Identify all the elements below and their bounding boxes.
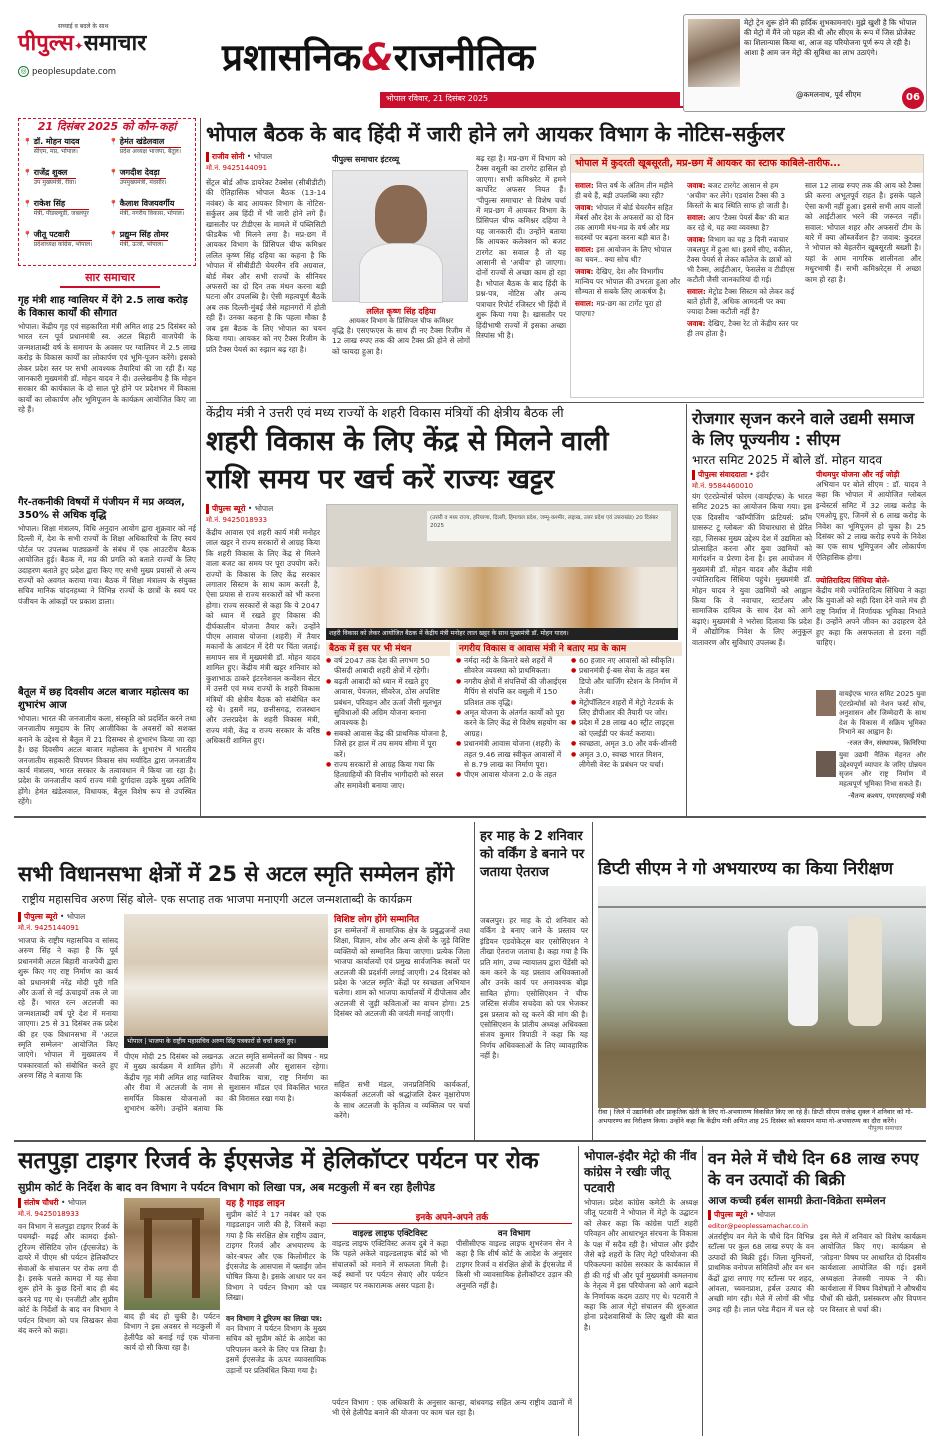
atal-headline: सभी विधानसभा क्षेत्रों में 25 से अटल स्मृति सम्मेलन होंगे — [18, 862, 455, 886]
section-title-a: प्रशासनिक — [222, 36, 362, 79]
who-where-person — [109, 136, 191, 165]
divider — [578, 1146, 579, 1436]
tark-b — [456, 1228, 572, 1396]
saar-item — [18, 686, 196, 886]
qa-item — [687, 181, 799, 211]
qa-text: मेट्रोड टैक्स सिस्टम को लेकर कई बातें होती हैं, अधिक आमदनी पर क्या ज्यादा टैक्स कटौती नहीं है? — [687, 287, 795, 316]
shade-net-bar — [598, 906, 926, 908]
location-pin-icon: 📍 — [109, 169, 118, 177]
tark-b-body: पीसीसीएफ वाइल्ड लाइफ शुभरंजन सेन ने कहा है कि शीर्ष कोर्ट के आदेश के अनुसार टाइगर रिजर्व व संरक्षित क्षेत्रों के ईएसजेड में किसी भी व्यावसायिक हेलीकॉप्टर उड़ान की अनुमति नहीं है। — [456, 1239, 572, 1290]
cm-sub: भारत समिट 2025 में बोले डॉ. मोहन यादव — [692, 453, 883, 467]
dycm-person-2 — [848, 916, 882, 1026]
gate-post-left — [144, 1218, 152, 1298]
satpura-mobile: मो.नं. 9425018933 — [18, 1210, 80, 1218]
bullet-item: ● नगरीय क्षेत्रों में संपत्तियों की जीआईएस मैपिंग से संपत्ति कर वसूली में 150 प्रतिशत तक वृद्धि। — [456, 677, 567, 708]
bullet-item: ● बढ़ती आबादी को ध्यान में रखते हुए आवास, पेयजल, सीवरेज, ठोस अपशिष्ट प्रबंधन, परिवहन और ऊर्जा जैसी मूलभूत सुविधाओं की अग्रिम योजना बनाना आवश्यक है। — [326, 677, 450, 729]
dycm-caption: रीवा | जिले में उद्यानिकी और प्राकृतिक खेती के लिए गो-अभयारण्य विकसित किए जा रहे हैं। डिप्टी सीएम राजेन्द्र शुक्ल ने शनिवार को गो-अभयारण्य का निरीक्षण किया। उन्होंने कहा कि केंद्रीय मंत्री अमित शाह 25 दिसंबर को बसामन मामा गो-अभयारण्य का दौरा करेंगे। — [598, 1108, 913, 1125]
person-role: उपमुख्यमंत्री, मंदसौर। — [119, 179, 167, 186]
person-role: मंत्री, ऊर्जा, भोपाल। — [119, 241, 164, 248]
urban-people — [327, 567, 677, 637]
person-name: कैलाश विजयवर्गीय — [120, 198, 184, 210]
person-role: प्रदेश अध्यक्ष भाजपा, बैतूल। — [119, 148, 182, 155]
urban-headline-2: राशि समय पर खर्च करें राज्यः खट्टर — [206, 464, 555, 495]
saar-title: सार समाचार — [60, 270, 160, 288]
qa-box — [570, 154, 924, 398]
location-pin-icon: 📍 — [23, 200, 32, 208]
dycm-photo — [598, 886, 926, 1108]
cm-quote-2: युवा उद्यमी नैतिक मेहनत और उद्देश्यपूर्ण व्यापार के जरिए ग्रोन्नयन सृजन और राष्ट्र निर्माण में महत्वपूर्ण भूमिका निभा सकते हैं। — [839, 751, 926, 788]
person-name: जगदीश देवड़ा — [120, 167, 167, 179]
location-pin-icon: 📍 — [109, 200, 118, 208]
logo-right: समाचार — [83, 31, 147, 56]
portrait-shirt — [359, 243, 443, 303]
cm-headline: रोजगार सृजन करने वाले उद्यमी समाज के लिए पूज्यनीय : सीएम — [692, 409, 915, 449]
interview-tag: पीपुल्स समाचार इंटरव्यू — [332, 155, 400, 164]
van-sub: आज कच्ची हर्बल सामग्री क्रेता-विक्रेता सम्मेलन — [708, 1195, 886, 1207]
cm-mobile: मो.नं. 9584460010 — [692, 482, 754, 490]
person-name: डॉ. मोहन यादव — [33, 137, 80, 146]
urban-body-1: केंद्रीय आवास एवं शहरी कार्य मंत्री मनोहर लाल खट्टर ने राज्य सरकारों से आग्रह किया कि शहरी विकास के लिए केंद्र से मिलने वाला बजट का समय पर पूरा उपयोग करें। राज्यों के विकास के लिए केंद्र सरकार लगातार सिस्टम के साथ काम करती है, ऐसा प्रयास से राज्य सरकारों को भी करना होगा। राज्य सरकारों से कहा कि ये 2047 को ध्यान में रखते हुए विकास की दीर्घकालीन योजना तैयार करें। उन्होंने पीएम आवास योजना (शहरी) में तैयार मकानों के आवंटन में देरी पर चिंता जताई। समापन सत्र में मुख्यमंत्री डॉ. मोहन यादव शामिल हुए। केंद्रीय मंत्री खट्टर शनिवार को कुशाभाऊ ठाकरे इंटरनेशनल कन्वेंशन सेंटर में उत्तरी एवं मध्य राज्यों के शहरी विकास मंत्रियों की क्षेत्रीय बैठक को संबोधित कर रहे थे। इसमें मप्र, छत्तीसगढ़, राजस्थान और उत्तरप्रदेश के शहरी विकास मंत्री, राज्य मंत्री, केंद्र व राज्य सरकार के वरिष्ठ अधिकारी शामिल हुए। — [206, 528, 320, 746]
person-role: सीएम, मप्र, भोपाल। — [33, 148, 78, 155]
qa-item — [687, 287, 799, 317]
bullet-item: ● अमृत 3.0, स्वच्छ भारत मिशन, लीगेसी वेस्ट के प्रबंधन पर चर्चा। — [571, 750, 682, 771]
qa-text: मप्र-छग का टार्गेट पूरा हो पाएगा? — [575, 299, 662, 318]
tark-a-body: वाइल्ड लाइफ एक्टिविस्ट अजय दुबे ने कहा कि पहले अकेले वाइल्डलाइफ बोर्ड को भी संचालकों को मनाने में सफलता मिली है। कई स्थानों पर पर्यटन सेवाएं और पर्यटन व्यवहार पर नकारात्मक असर पड़ता है। — [332, 1239, 448, 1290]
qa-list-2 — [687, 181, 799, 395]
bullet-item: ● वर्ष 2047 तक देश की लगभग 50 फीसदी आबादी शहरी क्षेत्रों में रहेगी। — [326, 656, 450, 677]
urban-mobile: मो.नं. 9425018933 — [206, 516, 268, 524]
urban-byline: पीपुल्स ब्यूरो • भोपाल — [206, 504, 316, 514]
qa-label: जवाब: — [687, 181, 708, 190]
qa-item — [687, 235, 799, 285]
bullet-item: ● नर्मदा नदी के किनारे बसे शहरों में सीवरेज व्यवस्था को प्राथमिकता। — [456, 656, 567, 677]
who-where-person — [109, 167, 191, 196]
location-pin-icon: 📍 — [23, 231, 32, 239]
quote-text: मेट्रो ट्रेन शुरू होने की हार्दिक शुभकामनाएं। मुझे खुशी है कि भोपाल की मेट्रो में मैंने जो पहल की थी और सीएम के रूप में जिस प्रोजेक्ट का शिलान्यास किया था, आज वह परियोजना पूर्ण रूप ले रही है। आशा है आम जन मेट्रो की सुविधा का लाभ उठाएंगे। — [744, 18, 917, 57]
satpura-headline: सतपुड़ा टाइगर रिजर्व के ईएसजेड में हेलिकॉप्टर पर्यटन पर रोक — [18, 1148, 539, 1174]
satpura-photo-caption: बाद ही बंद हो चुकी है। पर्यटन विभाग ने इस अवसर से मटकुली में हेलीपैड को बनाई गई एक योजना कार्य दो सौ किया रहा है। — [124, 1312, 220, 1353]
masthead-logo[interactable] — [18, 22, 218, 98]
who-where-person — [23, 198, 105, 227]
top-story-byline: राजीव सोनी • भोपाल — [206, 152, 322, 162]
bullet-item: ● सबको आवास केंद्र की प्राथमिक योजना है, जिसे हर हाल में तय समय सीमा में पूरा करें। — [326, 729, 450, 760]
satpura-guideline — [226, 1198, 326, 1432]
urban-box2-title: नगरीय विकास व आवास मंत्री ने बताए मप्र के काम — [456, 642, 682, 656]
urban-box-1 — [326, 642, 450, 810]
cm-quote-1: वायईएफ भारत समिट 2025 युवा एंटरप्रेन्योर्स को नेशन फर्स्ट सोच, अनुशासन और जिम्मेदारी के साथ देश के विकास में सक्रिय भूमिका निभाने का आह्वान है। — [839, 690, 926, 736]
qa-item — [687, 213, 799, 233]
top-story-headline: भोपाल बैठक के बाद हिंदी में जारी होने लगे आयकर विभाग के नोटिस-सर्कुलर — [206, 122, 785, 146]
person-name: हेमंत खंडेलवाल — [120, 136, 181, 148]
person-role: उप मुख्यमंत्री, रीवा। — [33, 179, 77, 186]
cm-side-body-2: केंद्रीय मंत्री ज्योतिरादित्य सिंधिया ने कहा कि युवाओं को सही दिशा देने वाले मंच ही राष्ट्र निर्माण में निर्णायक भूमिका निभाते हैं। उन्होंने अपने जीवन का उदाहरण देते हुए कहा कि असफलता से डरना नहीं चाहिए। — [816, 586, 926, 648]
qa-label: जवाब: — [687, 319, 708, 328]
divider — [14, 1140, 926, 1142]
top-story-body-2: बढ़ रहा है। मप्र-छग में विभाग को टैक्स वसूली का टारगेट हासिल हो जाएगा। सभी कमिश्नरेट में हमने कार्पोरेट अफसर नियत हैं। 'पीपुल्स समाचार' से विशेष चर्चा में मप्र-छग में आयकर विभाग के प्रिंसिपल चीफ कमिश्नर दहिया ने यह जानकारी दी। उन्होंने बताया कि आयकर कलेक्शन को बजट टारगेट का सवाल है तो यह आसानी से 'अचीव' हो जाएगा। दोनों राज्यों से अच्छा काम हो रहा है। भोपाल बैठक के बाद हिंदी के प्रश्न-पत्र, नोटिस और अन्य पत्राचार रिपोर्ट रजिस्टर भी हिंदी में शुरू किया गया है। खासतौर पर हिंदीभाषी राज्यों में इसका अच्छा रिस्पांस भी है। — [476, 154, 566, 340]
qa-label: सवाल: — [687, 287, 709, 296]
website-link[interactable]: peoplesupdate.com — [32, 66, 117, 77]
who-where-person — [23, 167, 105, 196]
atal-kicker: राष्ट्रीय महासचिव अरुण सिंह बोले- एक सप्ताह तक भाजपा मनाएगी अटल जन्मशताब्दी के कार्यक्रम — [22, 893, 413, 906]
who-where-person — [23, 229, 105, 258]
cm-side-title-2: ज्योतिरादित्य सिंधिया बोले- — [816, 576, 890, 585]
location-pin-icon: 📍 — [109, 138, 118, 146]
saar-list — [18, 294, 196, 890]
qa-label: जवाब: — [575, 267, 596, 276]
metro-headline: भोपाल-इंदौर मेट्रो की नींव कांग्रेस ने रखीः जीतू पटवारी — [584, 1149, 697, 1195]
cm-quote-2-by: -चैतन्य कश्यप, एमएसएमई मंत्री — [847, 792, 926, 800]
van-headline: वन मेले में चौथे दिन 68 लाख रुपए के वन उत्पादों की बिक्री — [708, 1149, 919, 1189]
urban-box-2 — [456, 642, 682, 810]
qa-text: भोपाल में बोर्ड चेयरमैन सहित मेंबर्स और देश के अफसरों का दो दिन तक आगमी मंथ-मप्र के वर्ष और मप्र सदस्यों पर बढ़ना करना बड़ी बात है। — [575, 203, 674, 242]
satpura-sub-body2: वन विभाग ने पर्यटन विभाग के मुख्य सचिव को सुप्रीम कोर्ट के आदेश का परिपालन करने के लिए पत्र लिखा है। इसमें ईएसजेड के ऊपर व्यावसायिक उड़ानों पर प्रतिबंधित किया गया है। — [226, 1324, 326, 1375]
location-pin-icon: 📍 — [109, 231, 118, 239]
qa-text: इस आयोजन के लिए भोपाल का चयन.. क्या सोच थी? — [575, 245, 672, 264]
bullet-item: ● प्रदेश में 28 लाख 40 स्ट्रीट लाइट्स को एलईडी पर कंवर्ट कराया। — [571, 718, 682, 739]
urban-banner: (उत्तरी व मध्य राज्य, हरियाणा, दिल्ली, हिमाचल प्रदेश, जम्मू-कश्मीर, लद्दाख, उत्तर प्रदेश एवं उत्तराखंड) 20 दिसंबर 2025 — [427, 511, 671, 541]
urban-kicker: केंद्रीय मंत्री ने उत्तरी एवं मध्य राज्यों के शहरी विकास मंत्रियों की क्षेत्रीय बैठक ली — [206, 405, 564, 420]
qa-title: भोपाल में कुदरती खूबसूरती, मप्र-छग में आयकर का स्टाफ काबिले-तारीफ... — [571, 155, 923, 173]
quote2-photo — [816, 751, 836, 777]
divider — [206, 402, 924, 403]
atal-photo — [124, 914, 328, 1036]
qa-text: आप 'टैक्स पेयर्स बैंक' की बात कर रहे थे, यह क्या व्यवस्था है? — [687, 213, 789, 232]
gate-post-right — [192, 1218, 200, 1298]
bullet-item: ● प्रधानमंत्री आवास योजना (शहरी) के तहत 9.46 लाख स्वीकृत आवासों में से 8.79 लाख का निर्माण पूरा। — [456, 739, 567, 770]
divider — [702, 1146, 703, 1436]
bullet-item: ● स्वच्छता, अमृत 3.0 और वर्क-शीनरी — [571, 739, 682, 749]
saar-item-head: बैतूल में छह दिवसीय अटल बाजार महोत्सव का शुभारंभ आज — [18, 687, 189, 711]
saar-item-body: भोपाल। भारत की जनजातीय कला, संस्कृति को प्रदर्शित करने तथा जनजातीय समुदाय के लिए आजीविका के अवसरों को सशक्त बनाने के उद्देश्य से बैतूल में 21 दिसम्बर से शुभारंभ किया जा रहा है। छह दिवसीय अटल बाजार महोत्सव के शुभारंभ में भारतीय जनजातीय सहकारी विपणन विकास संघ मर्यादित द्वारा जनजातीय कार्य मंत्रालय, भारत सरकार के तत्वावधान में किया जा रहा है। प्रदेश के जनजातीय कार्य राज्य मंत्री दुर्गादास उइके मुख्य अतिथि होंगे। हेमंत खंडेलवाल, विधायक, बैतूल विशेष रूप से उपस्थित रहेंगे। — [18, 714, 196, 807]
location-pin-icon: 📍 — [23, 169, 32, 177]
person-name: राकेश सिंह — [34, 198, 89, 210]
van-body: अंतर्राष्ट्रीय वन मेले के चौथे दिन विभिन्न स्टॉल्स पर कुल 68 लाख रुपए के वन उत्पादों की बिक्री हुई। जिला यूनियनों, प्राथमिक वनोपज समितियों और वन धन केंद्रों द्वारा लगाए गए स्टॉल्स पर शहद, आंवला, च्यवनप्राश, हर्बल उत्पाद की अच्छी मांग रही। मेले में लोगों की भीड़ उमड़ रही है। लाल परेड मैदान में चल रहे इस मेले में शनिवार को विशेष कार्यक्रम आयोजित किए गए। कार्यक्रम से 'जोड़ना' विषय पर आधारित दो दिवसीय कार्यशाला आयोजित की गई। इसमें अध्यक्षता तेजस्वी नायक ने की। कार्यशाला में विषय विशेषज्ञों ने औषधीय पौधों की खेती, प्रसंस्करण और विपणन पर विस्तार से चर्चा की। — [708, 1232, 926, 1314]
atal-sub-title: विशिष्ट लोग होंगे सम्मानित — [334, 915, 420, 925]
satpura-bottom: पर्यटन विभाग : एक अधिकारी के अनुसार कान्हा, बांधवगढ़ सहित अन्य राष्ट्रीय उद्यानों में भी ऐसे हेलीपैड बनाने की योजना पर काम चल रहा है। — [332, 1398, 572, 1418]
dycm-person — [788, 926, 818, 1026]
cm-side — [816, 470, 926, 810]
atal-sub — [334, 914, 470, 1136]
who-where-person — [109, 229, 191, 258]
atal-body: भाजपा के राष्ट्रीय महासचिव व सांसद अरुण सिंह ने कहा है कि पूर्व प्रधानमंत्री अटल बिहारी वाजपेयी द्वारा शुरू किए गए राष्ट्र निर्माण का कार्य को प्रधानमंत्री नरेंद्र मोदी पूरी गति और ऊर्जा से नई ऊंचाइयों तक ले जा रहे हैं। भारत रत्न अटलजी का जन्मशताब्दी वर्ष पूरे देश में मनाया जाएगा। 25 से 31 दिसंबर तक प्रदेश की हर एक विधानसभा में 'अटल स्मृति सम्मेलन' आयोजित किए जाएंगे। भोपाल में मुख्यालय में पत्रकारवार्ता को संबोधित करते हुए अरुण सिंह ने बताया कि — [18, 936, 118, 1081]
top-story-body-cont: वृद्धि है। एसएफएस के साथ ही नए टैक्स रिजीम में 12 लाख रुपए तक की आय टैक्स फ्री होने से लोगों को फायदा हुआ है। — [332, 326, 470, 356]
qa-text: देखिए, देश और विभागीय मान्विय पर भोपाल की उभरता हुआ और सौम्यता से सबके लिए आकर्षण है। — [575, 267, 681, 296]
person-role: प्रदेशाध्यक्ष कांग्रेस, भोपाल। — [33, 241, 93, 248]
qa-item — [575, 181, 681, 201]
qa-label: सवाल: — [575, 181, 597, 190]
dateline-bar — [380, 92, 680, 106]
logo-star-icon: ✦ — [73, 39, 84, 53]
top-story-mobile: मो.नं. 9425144091 — [206, 164, 268, 172]
who-where-grid — [19, 135, 195, 259]
urban-headline-1: शहरी विकास के लिए केंद्र से मिलने वाली — [206, 426, 609, 457]
masthead-tagline: सच्चाई व बदले के साथ — [58, 23, 109, 30]
qa-text: देखिए, टैक्स रेट तो केंद्रीय स्तर पर ही तय होता है। — [687, 319, 798, 338]
bullet-item: ● अमृत योजना के अंतर्गत कार्यों को पूरा करने के लिए केंद्र से विशेष सहयोग का आग्रह। — [456, 708, 567, 739]
bullet-item: ● पीएम आवास योजना 2.0 के तहत — [456, 770, 567, 780]
atal-mobile: मो.नं. 9425144091 — [18, 924, 80, 932]
urban-box1-title: बैठक में इस पर भी मंथन — [326, 642, 450, 656]
saar-item — [18, 294, 196, 490]
who-where-person — [109, 198, 191, 227]
interview-photo — [332, 170, 468, 302]
top-story-body: सेंट्रल बोर्ड ऑफ डायरेक्ट टैक्सेस (सीबीडीटी) की ऐतिहासिक भोपाल बैठक (13-14 नवंबर) के बाद आयकर विभाग के नोटिस-सर्कुलर अब हिंदी में भी जारी होने लगे हैं। खासतौर पर टीडीएस के मामले में पब्लिसिटी फीडबैक भी मिलने लगा है। मप्र-छग में आयकर विभाग के प्रिंसिपल चीफ कमिश्नर ललित कृष्ण सिंह दहिया का कहना है कि भोपाल में सीबीडीटी चेयरमैन रवि अग्रवाल, बोर्ड मेंबर और सभी राज्यों के सीनियर अफसरों का दो दिन तक मंथन करना बड़ी घटना और उपलब्धि है। ऐसी महत्वपूर्ण बैठकें अब तक दिल्ली-मुंबई जैसे महानगरों में होती रही हैं। उनका कहना है कि पहला मौका है जब इस बैठक के लिए भोपाल का चयन किया गया। आयकर को नए टैक्स रिजीम के प्रति टैक्स पेयर्स का रुझान बढ़ रहा है। — [206, 178, 326, 354]
qa-item — [575, 267, 681, 297]
tark-a — [332, 1228, 448, 1396]
saar-item-head: गैर-तकनीकी विषयों में पंजीयन में मप्र अव्वल, 350% से अधिक वृद्धि — [18, 497, 185, 521]
qa-label: जवाब: — [575, 203, 596, 212]
saar-item-head: गृह मंत्री शाह ग्वालियर में देंगे 2.5 लाख करोड़ के विकास कार्यों की सौगात — [18, 295, 188, 319]
photo-caption-name: ललित कृष्ण सिंह दहिया — [366, 307, 436, 316]
satpura-sub-title: यह है गाइड लाइन — [226, 1199, 285, 1209]
section-title-b: राजनीतिक — [393, 36, 536, 79]
tark-b-title: वन विभाग — [497, 1229, 531, 1239]
photo-caption-role: आयकर विभाग के प्रिंसिपल चीफ कमिश्नर — [348, 317, 454, 325]
urban-photo-caption: शहरी विकास को लेकर आयोजित बैठक में केंद्रीय मंत्री मनोहर लाल खट्टर के साथ मुख्यमंत्री डॉ. मोहन यादव। — [326, 628, 678, 640]
cm-quote-1-by: -रजत जैन, संस्थापक, किनिरिया — [847, 739, 926, 747]
saturday-body: जबलपुर। हर माह के दो शनिवार को वर्किंग डे बनाए जाने के प्रस्ताव पर इंडियन एडवोकेट्स बार एसोसिएशन ने तीखा ऐतराज जताया है। कहा गया है कि प्रति मांग, उच्च न्यायालय द्वारा पेंडेंसी को कम करने के यह प्रस्ताव अधिवक्ताओं और उनके कार्य पर अनावश्यक बोझ साबित होगा। एसोसिएशन ने चीफ जस्टिस संजीव सचदेवा को पत्र भेजकर इस प्रस्ताव को रद्द करने की मांग की है। एसोसिएशन के प्रांतीय अध्यक्ष अधिवक्ता संजय कुमार त्रिपाठी ने कहा कि यह निर्णय अधिवक्ताओं के लिए व्यावहारिक नहीं है। — [480, 916, 588, 1061]
satpura-byline: संतोष चौधरी • भोपाल — [18, 1198, 118, 1208]
satpura-body: वन विभाग ने सतपुड़ा टाइगर रिजर्व के पचमढ़ी- मढ़ई और कामदा ईको-टूरिज्म सेंसिटिव ज़ोन (ईएसजेड) के दायरे में पीएम श्री पर्यटन हेलिकॉप्टर सेवाओं के संचालन पर रोक लगा दी है। इसके चलते कामदा में यह सेवा शुरू होने के कुछ दिनों बाद ही बंद करने पड़ गए थे। एनजीटी और सुप्रीम कोर्ट के निर्देशों के बाद वन विभाग ने पर्यटन विभाग को पत्र लिखकर सेवा बंद करने को कहा। — [18, 1222, 118, 1336]
qa-label: सवाल: — [687, 213, 709, 222]
portrait-face — [375, 185, 427, 245]
divider — [474, 822, 475, 1140]
van-email: editor@peoplessamachar.co.in — [708, 1222, 808, 1230]
person-name: जीतू पटवारी — [34, 229, 93, 241]
atal-body-3: सहित सभी मंडल, जनप्रतिनिधि कार्यकर्ता, कार्यकर्ता अटलजी को श्रद्धांजलि देकर वृक्षारोपण के साथ अटलजी के कृतित्व व व्यक्तित्व पर चर्चा करेंगे। — [334, 1080, 470, 1121]
qa-label: जवाब: — [687, 235, 708, 244]
bullet-item: ● मेट्रोपॉलिटन शहरों में मेट्रो नेटवर्क के लिए डीपीआर की तैयारी पर जोर। — [571, 698, 682, 719]
saar-item-body: भोपाल। केंद्रीय गृह एवं सहकारिता मंत्री अमित शाह 25 दिसंबर को भारत रत्न पूर्व प्रधानमंत्री स्व. अटल बिहारी वाजपेयी के जन्मशताब्दी वर्ष के समापन के अवसर पर ग्वालियर में 2.5 लाख करोड़ के विकास कार्यों का लोकार्पण एवं भूमि-पूजन करेंगे। इसको लेकर प्रदेश स्तर पर सभी आवश्यक तैयारियां की जा रही हैं। यह जानकारी मुख्यमंत्री डॉ. मोहन यादव ने दी। उल्लेखनीय है कि मोहन सरकार की कार्यकाल के दो साल पूरे होने पर प्रदेशभर में विकास कार्यों का लोकार्पण और भूमिपूजन के कार्यक्रम आयोजित किए जा रहे हैं। — [18, 322, 196, 415]
section-title-amp: & — [361, 36, 394, 79]
cm-body: यंग एंटरप्रेन्योर्स फोरम (वायईएफ) के भारत समिट 2025 का आयोजन किया गया। इस एक दिवसीय 'कॉम्पीजिंग फ्रंटियर्स: फ्रॉम ग्रासरूट टू ग्लोबल' की विचारधारा से प्रेरित रहा, जिसका मुख्य उद्देश्य देश में उद्यमिता को प्रोत्साहित करना और युवा उद्यमियों को मार्गदर्शन व प्रेरणा देना है। इस आयोजन में मुख्यमंत्री डॉ. मोहन यादव और केंद्रीय मंत्री ज्योतिरादित्य सिंधिया पहुंचे। मुख्यमंत्री डॉ. मोहन यादव ने युवा उद्यमियों को आह्वान किया कि वे नवाचार, स्टार्टअप और सामाजिक दायित्व के साथ देश को आगे बढ़ाएं। मुख्यमंत्री ने भरोसा दिलाया कि प्रदेश में औद्योगिक निवेश के लिए अनुकूल वातावरण और सुविधाएं उपलब्ध हैं। — [692, 492, 812, 647]
metro-body: भोपाल। प्रदेश कांग्रेस कमेटी के अध्यक्ष जीतू पटवारी ने भोपाल में मेट्रो के उद्घाटन को लेकर कहा कि कांग्रेस पार्टी शहरी परिवहन और आधारभूत संरचना के विकास के पक्ष में सदैव रही है। भोपाल और इंदौर जैसे बड़े शहरों के लिए मेट्रो परियोजना की परिकल्पना कांग्रेस सरकार के कार्यकाल में ही की गई थी और पूर्व मुख्यमंत्री कमलनाथ के नेतृत्व में इस परियोजना को आगे बढ़ाने के निर्णायक कदम उठाए गए थे। पटवारी ने कहा कि आज मेट्रो संचालन की शुरुआत होना प्रदेशवासियों के लिए खुशी की बात है। — [584, 1198, 698, 1332]
qa-item — [575, 245, 681, 265]
atal-body-2: पीएम मोदी 25 दिसंबर को लखनऊ में मुख्य कार्यक्रम में शामिल होंगे। केंद्रीय गृह मंत्री अमित शाह ग्वालियर और रीवा में अटलजी के नाम से समर्पित विकास योजनाओं का शुभारंभ करेंगे। उन्होंने बताया कि अटल स्मृति सम्मेलनों का विषय - मप्र में अटलजी और सुशासन रहेगा। वैचारिक यात्रा, राष्ट्र निर्माण का सुशासन मॉडल एवं विकसित भारत की विरासत रखा गया है। — [124, 1052, 328, 1114]
tark-a-title: वाइल्ड लाइफ एक्टिविस्ट — [352, 1229, 428, 1239]
cm-side-body-1: अभियान पर बोले सीएम : डॉ. यादव ने कहा कि भोपाल में आयोजित ग्लोबल इन्वेस्टर्स समिट में 32 लाख करोड़ के एमओयू हुए, जिनमें से 6 लाख करोड़ के निवेश का भूमिपूजन हो चुका है। 25 दिसंबर को 2 लाख करोड़ रुपये के निवेश का एक साथ भूमिपूजन और लोकार्पण ऐतिहासिक होगा। — [816, 480, 926, 562]
satpura-kicker: सुप्रीम कोर्ट के निर्देश के बाद वन विभाग ने पर्यटन विभाग को लिखा पत्र, अब मटकुली में बन रहा हैलीपेड — [18, 1181, 435, 1194]
divider — [14, 816, 926, 818]
who-where-box — [18, 118, 196, 266]
globe-icon: ◎ — [18, 66, 29, 77]
who-where-title: 21 दिसंबर 2025 को कौन-कहां — [37, 120, 177, 133]
atal-photo-caption: भोपाल | भाजपा के राष्ट्रीय महासचिव अरुण सिंह पत्रकारों से चर्चा करते हुए। — [124, 1036, 328, 1048]
qa-text: वित्त वर्ष के अंतिम तीन महीने ही बचे हैं, बड़ी उपलब्धि क्या रही? — [575, 181, 674, 200]
van-byline: पीपुल्स ब्यूरो • भोपाल — [708, 1210, 818, 1220]
qa-side-text: साल 12 लाख रुपए तक की आय को टैक्स फ्री करना अभूतपूर्व राहत है। इसके पहले ऐसा कभी नहीं हुआ। इससे सभी आय वालों को आईटीआर भरने की जरूरत नहीं। सवाल: भोपाल शहर और अफसरों टीम के बारे में क्या ऑब्जर्वेशन है? जवाब: कुदरत ने भोपाल को बेहतरीन खूबसूरती बख्शी है। यहां के आम नागरिक शालीनता और मधुरभाषी हैं। सभी कमिश्नरेट्स में अच्छा काम हो रहा है। — [805, 181, 921, 284]
qa-text: विभाग का यह 3 दिनी नवाचार जबलपुर में हुआ था। इसमें सीए, वकील, टैक्स पेयर्स से लेकर कॉलेज के छात्रों को भी टैक्स, आईटीआर, फेसलेस व टीडीएस कटौती जैसी जानकारियां दी गई। — [687, 235, 795, 284]
qa-label: सवाल: — [575, 245, 597, 254]
section-title — [222, 28, 692, 88]
qa-text: बजट टारगेट आसान से हम 'अचीव' कर लेंगे। एडवांस टैक्स की 3 किस्तों के बाद स्थिति साफ हो जाती है। — [687, 181, 789, 210]
person-role: मंत्री, पीडब्ल्यूडी, जबलपुर — [33, 210, 89, 217]
person-role: मंत्री, नगरीय विकास, भोपाल। — [119, 210, 185, 217]
saar-item — [18, 496, 196, 680]
cm-side-title-1: पीथमपुर योजना और नई जोड़ी — [816, 470, 900, 479]
dycm-credit: पीपुल्स समाचार — [868, 1125, 903, 1132]
qa-item — [575, 203, 681, 243]
person-name: राजेंद्र शुक्ल — [34, 167, 77, 179]
page-number: 06 — [902, 87, 924, 109]
column-divider — [200, 118, 201, 816]
bullet-item: ● राज्य सरकारों से आग्रह किया गया कि हितग्राहियों की वित्तीय भागीदारी को सरल और समावेशी बनाया जाए। — [326, 760, 450, 791]
person-name: प्रद्युम्न सिंह तोमर — [119, 230, 169, 239]
qa-item — [687, 319, 799, 339]
satpura-photo — [124, 1198, 220, 1310]
saar-item-body: भोपाल। शिक्षा मंत्रालय, विधि अनुदान आयोग द्वारा शुक्रवार को नई दिल्ली में, देश के सभी राज्यों के शिक्षा अधिकारियों के लिए स्वयं पोर्टल पर उपलब्ध पाठ्यक्रमों के संबंध में एक आउटरीच बैठक आयोजित हुई। बैठक में, मप्र की प्रगति को बताते राज्यों के लिए उदाहरण बताते हुए प्रदेश द्वारा किए गए सभी मुख्य प्रयासों से अन्य राज्यों को अवगत कराया गया। बैठक में शिक्षा मंत्रालय के संयुक्त सचिव मानिक चांदनहथ्या ने विभिन्न राज्यों के छात्रों के स्वयं पर पंजीयन के आंकड़ों पर प्रकाश डाला। — [18, 524, 196, 606]
tark-title: इनके अपने-अपने तर्क — [332, 1210, 572, 1224]
atal-byline: पीपुल्स ब्यूरो • भोपाल — [18, 912, 118, 922]
atal-sub-body: इन सम्मेलनों में सामाजिक क्षेत्र के प्रबुद्धजनों तथा शिक्षा, विज्ञान, शोध और अन्य क्षेत्रों के जुड़े विशिष्ट व्यक्तियों को सम्मानित किया जाएगा। प्रत्येक जिला भाजपा कार्यालयों एवं प्रमुख सार्वजनिक स्थलों पर अटलजी की प्रदर्शनी लगाई जाएगी। 24 दिसंबर को प्रदेश के 'अटल स्मृति' केंद्रों पर स्वच्छता अभियान चलेगा। शाम को भाजपा कार्यालयों में दीपोत्सव और अटलजी से जुड़ी कविताओं का वाचन होगा। 25 दिसंबर को अटलजी की जयंती मनाई जाएगी। — [334, 926, 470, 1019]
quote-author: @कमलनाथ, पूर्व सीएम — [796, 90, 861, 99]
divider — [686, 404, 687, 816]
logo-left: पीपुल्स — [18, 31, 74, 56]
dateline: भोपाल रविवार, 21 दिसंबर 2025 — [386, 94, 489, 103]
cm-byline: पीपुल्स संवाददाता • इंदौर — [692, 470, 812, 480]
qa-list-1 — [575, 181, 681, 395]
quote-box — [683, 14, 927, 112]
quote-author-photo — [688, 19, 740, 87]
qa-label: सवाल: — [575, 299, 597, 308]
dycm-headline: डिप्टी सीएम ने गो अभयारण्य का किया निरीक्षण — [598, 859, 894, 879]
bullet-item: ● प्रधानमंत्री ई-बस सेवा के तहत बस डिपो और चार्जिंग स्टेशन के निर्माण में तेजी। — [571, 666, 682, 697]
urban-photo — [326, 504, 678, 638]
satpura-sub-body: सुप्रीम कोर्ट ने 17 नवंबर को एक गाइडलाइन जारी की है, जिसमें कहा गया है कि संरक्षित क्षेत्र राष्ट्रीय उद्यान, टाइगर रिजर्व और अभयारण्य के कोर-बफर और एक किलोमीटर के ईएसजेड के आसपास में फ्लाईंग जोन घोषित किया है। इसके आधार पर वन विभाग ने पर्यटन विभाग को पत्र लिखा। — [226, 1210, 326, 1303]
location-pin-icon: 📍 — [23, 138, 32, 146]
divider — [592, 822, 593, 1140]
saturday-headline: हर माह के 2 शनिवार को वर्किंग डे बनाने पर जताया ऐतराज — [480, 829, 585, 880]
bullet-item: ● 60 हजार नए आवासों को स्वीकृति। — [571, 656, 682, 666]
quote1-photo — [816, 690, 836, 716]
satpura-sub-title2: वन विभाग ने टूरिज्म का लिखा पत्र: — [226, 1314, 323, 1323]
qa-item — [575, 299, 681, 319]
who-where-person — [23, 136, 105, 165]
